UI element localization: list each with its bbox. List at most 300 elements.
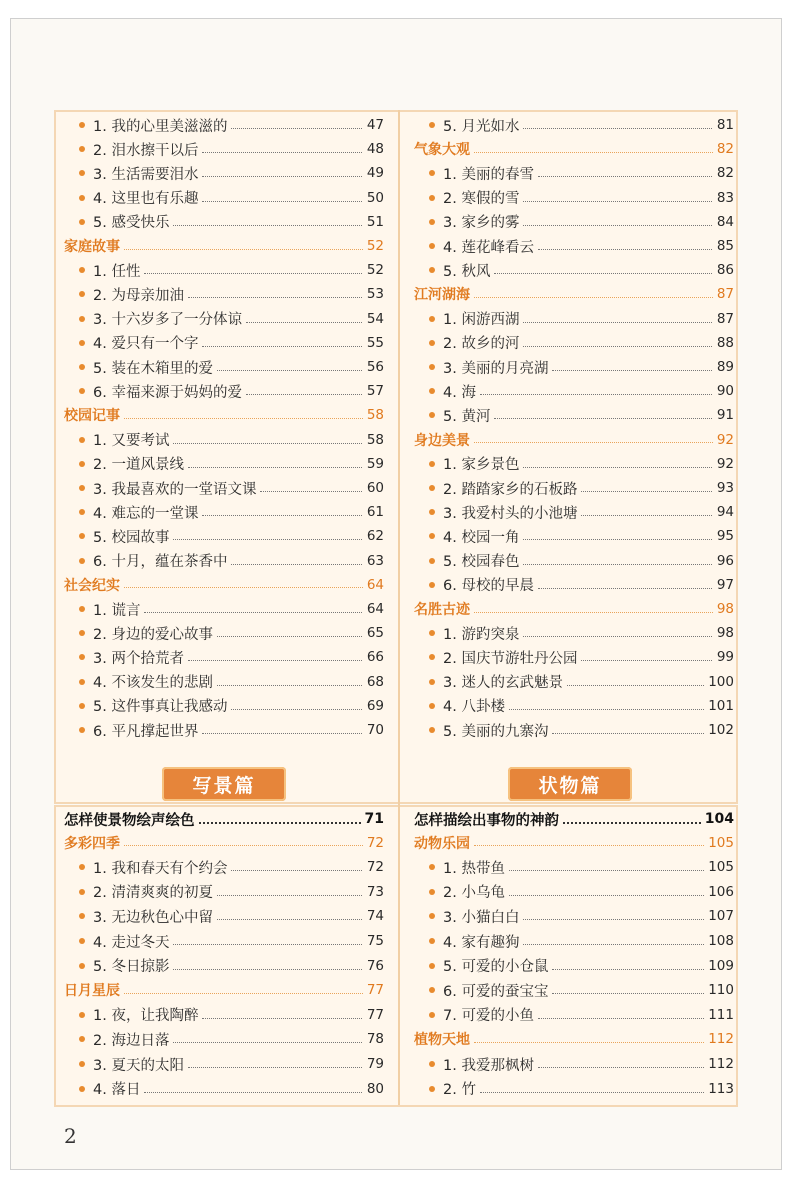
dot-leader xyxy=(188,466,362,468)
toc-title: 1. 家乡景色 xyxy=(443,457,520,474)
bullet-icon xyxy=(79,864,85,870)
toc-section-heading xyxy=(64,806,384,832)
toc-entry xyxy=(414,331,734,355)
toc-title: 植物天地 xyxy=(414,1032,470,1049)
dot-leader xyxy=(144,272,362,274)
toc-page-number: 74 xyxy=(366,908,384,925)
toc-page-number: 63 xyxy=(366,552,384,569)
toc-page-number: 105 xyxy=(708,859,734,876)
bullet-icon xyxy=(79,630,85,636)
dot-leader xyxy=(188,296,362,298)
toc-title: 1. 美丽的春雪 xyxy=(443,166,534,183)
toc-page-number: 59 xyxy=(366,455,384,472)
toc-page-number: 98 xyxy=(716,625,734,642)
dot-leader xyxy=(567,684,704,686)
toc-page-number: 58 xyxy=(366,407,384,424)
dot-leader xyxy=(231,869,362,871)
toc-entry xyxy=(64,428,384,452)
bullet-icon xyxy=(429,630,435,636)
toc-title: 1. 夜，让我陶醉 xyxy=(93,1008,199,1025)
dot-leader xyxy=(538,1066,704,1068)
toc-entry xyxy=(414,524,734,548)
toc-entry xyxy=(64,694,384,718)
toc-page-number: 113 xyxy=(708,1080,734,1097)
toc-title: 5. 校园故事 xyxy=(93,529,170,546)
toc-page-number: 66 xyxy=(366,649,384,666)
dot-leader xyxy=(217,369,362,371)
toc-entry xyxy=(64,718,384,742)
toc-page-number: 112 xyxy=(708,1031,734,1048)
toc-page-number: 88 xyxy=(716,334,734,351)
dot-leader xyxy=(124,418,363,419)
bullet-icon xyxy=(79,219,85,225)
toc-category xyxy=(64,573,384,597)
bullet-icon xyxy=(429,364,435,370)
dot-leader xyxy=(202,732,362,734)
dot-leader xyxy=(231,563,362,565)
toc-page-number: 77 xyxy=(366,1006,384,1023)
toc-title: 5. 冬日掠影 xyxy=(93,959,170,976)
dot-leader xyxy=(552,992,704,994)
toc-title: 3. 生活需要泪水 xyxy=(93,166,199,183)
toc-page-number: 81 xyxy=(716,117,734,133)
toc-page-number: 105 xyxy=(708,834,734,851)
bullet-icon xyxy=(429,654,435,660)
toc-title: 1. 热带鱼 xyxy=(443,860,505,877)
toc-page-number: 82 xyxy=(716,141,734,158)
dot-leader xyxy=(480,393,712,395)
dot-leader xyxy=(202,175,362,177)
dot-leader xyxy=(188,1066,362,1068)
toc-title: 5. 装在木箱里的爱 xyxy=(93,360,213,377)
toc-page-number: 82 xyxy=(716,165,734,182)
dot-leader xyxy=(173,1041,362,1043)
toc-page-number: 101 xyxy=(708,697,734,714)
toc-title: 3. 小猫白白 xyxy=(443,909,520,926)
toc-page-number: 108 xyxy=(708,933,734,949)
toc-page-number: 70 xyxy=(366,722,384,738)
toc-entry xyxy=(64,929,384,953)
toc-category xyxy=(414,831,734,855)
toc-entry xyxy=(414,954,734,978)
toc-entry xyxy=(64,645,384,669)
toc-entry xyxy=(64,307,384,331)
toc-page-number: 97 xyxy=(716,576,734,593)
dot-leader xyxy=(552,968,704,970)
toc-page-number: 69 xyxy=(366,697,384,714)
dot-leader xyxy=(199,822,361,824)
bullet-icon xyxy=(79,679,85,685)
dot-leader xyxy=(563,822,701,824)
toc-entry xyxy=(414,161,734,185)
toc-title: 6. 平凡撑起世界 xyxy=(93,723,199,740)
toc-title: 5. 这件事真让我感动 xyxy=(93,699,228,716)
bullet-icon xyxy=(429,913,435,919)
bullet-icon xyxy=(429,987,435,993)
toc-entry xyxy=(414,549,734,573)
toc-page-number: 51 xyxy=(366,213,384,230)
toc-title: 5. 秋风 xyxy=(443,263,491,280)
toc-entry xyxy=(64,855,384,879)
dot-leader xyxy=(509,869,704,871)
dot-leader xyxy=(523,918,704,920)
dot-leader xyxy=(538,248,712,250)
toc-entry xyxy=(64,186,384,210)
dot-leader xyxy=(552,369,712,371)
toc-category xyxy=(64,234,384,258)
toc-title: 2. 为母亲加油 xyxy=(93,287,184,304)
toc-title: 6. 可爱的蚕宝宝 xyxy=(443,983,549,1000)
bullet-icon xyxy=(79,1036,85,1042)
toc-title: 社会纪实 xyxy=(64,577,120,594)
bullet-icon xyxy=(79,558,85,564)
toc-title: 3. 我最喜欢的一堂语文课 xyxy=(93,481,257,498)
toc-entry xyxy=(414,670,734,694)
bullet-icon xyxy=(79,654,85,660)
toc-title: 1. 闲游西湖 xyxy=(443,312,520,329)
toc-page-number: 61 xyxy=(366,504,384,521)
toc-page-number: 75 xyxy=(366,933,384,949)
toc-title: 多彩四季 xyxy=(64,835,120,852)
toc-title: 4. 莲花峰看云 xyxy=(443,239,534,256)
dot-leader xyxy=(523,200,712,202)
toc-page-number: 90 xyxy=(716,383,734,400)
dot-leader xyxy=(173,968,362,970)
toc-title: 2. 一道风景线 xyxy=(93,457,184,474)
bullet-icon xyxy=(79,364,85,370)
dot-leader xyxy=(202,151,362,153)
toc-entry xyxy=(64,524,384,548)
dot-leader xyxy=(474,152,713,153)
bullet-icon xyxy=(79,703,85,709)
dot-leader xyxy=(474,612,713,613)
toc-entry xyxy=(64,161,384,185)
toc-title: 日月星辰 xyxy=(64,983,120,1000)
toc-title: 4. 海 xyxy=(443,384,476,401)
bullet-icon xyxy=(429,864,435,870)
dot-leader xyxy=(246,321,362,323)
toc-title: 4. 难忘的一堂课 xyxy=(93,505,199,522)
toc-page-number: 91 xyxy=(716,407,734,424)
toc-page-number: 48 xyxy=(366,141,384,158)
toc-entry xyxy=(414,403,734,427)
toc-entry xyxy=(414,694,734,718)
toc-title: 5. 月光如水 xyxy=(443,118,520,135)
toc-title: 2. 踏踏家乡的石板路 xyxy=(443,481,578,498)
bullet-icon xyxy=(79,195,85,201)
dot-leader xyxy=(202,1017,362,1019)
dot-leader xyxy=(260,490,362,492)
toc-entry xyxy=(64,597,384,621)
toc-entry xyxy=(414,500,734,524)
toc-page-number: 110 xyxy=(708,982,734,999)
bullet-icon xyxy=(429,582,435,588)
toc-title: 1. 我爱那枫树 xyxy=(443,1057,534,1074)
bullet-icon xyxy=(429,412,435,418)
dot-leader xyxy=(202,514,362,516)
toc-title: 4. 这里也有乐趣 xyxy=(93,191,199,208)
dot-leader xyxy=(173,442,362,444)
bullet-icon xyxy=(429,267,435,273)
toc-entry xyxy=(64,1003,384,1027)
bullet-icon xyxy=(79,291,85,297)
toc-entry xyxy=(64,331,384,355)
toc-page-number: 76 xyxy=(366,957,384,974)
toc-page-number: 107 xyxy=(708,908,734,925)
bullet-icon xyxy=(429,558,435,564)
toc-page-number: 92 xyxy=(716,431,734,448)
toc-section-heading xyxy=(414,806,734,832)
dot-leader xyxy=(538,1017,704,1019)
bullet-icon xyxy=(79,340,85,346)
toc-entry xyxy=(414,476,734,500)
bullet-icon xyxy=(79,267,85,273)
toc-title: 4. 走过冬天 xyxy=(93,934,170,951)
toc-entry xyxy=(414,645,734,669)
toc-category xyxy=(414,282,734,306)
toc-title: 身边美景 xyxy=(414,432,470,449)
section-banner-objects: 状物篇 xyxy=(508,767,632,801)
dot-leader xyxy=(474,297,713,298)
toc-page-number: 54 xyxy=(366,310,384,327)
bullet-icon xyxy=(79,1012,85,1018)
dot-leader xyxy=(581,490,712,492)
toc-entry xyxy=(64,476,384,500)
dot-leader xyxy=(474,1042,704,1043)
dot-leader xyxy=(124,249,363,250)
toc-page-number: 95 xyxy=(716,528,734,545)
bullet-icon xyxy=(79,388,85,394)
toc-title: 2. 身边的爱心故事 xyxy=(93,626,213,643)
toc-page-number: 52 xyxy=(366,238,384,254)
toc-page-number: 79 xyxy=(366,1056,384,1072)
dot-leader xyxy=(217,635,362,637)
toc-title: 江河湖海 xyxy=(414,287,470,304)
toc-entry xyxy=(64,137,384,161)
toc-title: 3. 我爱村头的小池塘 xyxy=(443,505,578,522)
toc-title: 3. 迷人的玄武魅景 xyxy=(443,675,563,692)
toc-title: 3. 家乡的雾 xyxy=(443,215,520,232)
toc-page-number: 50 xyxy=(366,189,384,206)
dot-leader xyxy=(144,611,362,613)
toc-entry xyxy=(414,210,734,234)
bullet-icon xyxy=(429,1061,435,1067)
dot-leader xyxy=(523,466,712,468)
bullet-icon xyxy=(429,485,435,491)
toc-title: 6. 幸福来源于妈妈的爱 xyxy=(93,384,242,401)
dot-leader xyxy=(173,943,362,945)
dot-leader xyxy=(474,442,713,443)
bullet-icon xyxy=(429,122,435,128)
toc-title: 1. 我和春天有个约会 xyxy=(93,860,228,877)
toc-page-number: 71 xyxy=(364,811,384,827)
bullet-icon xyxy=(429,679,435,685)
bullet-icon xyxy=(429,1086,435,1092)
dot-leader xyxy=(523,345,712,347)
toc-page-number: 92 xyxy=(716,455,734,472)
page-number: 2 xyxy=(64,1124,77,1148)
bullet-icon xyxy=(429,170,435,176)
toc-title: 4. 不该发生的悲剧 xyxy=(93,675,213,692)
toc-entry xyxy=(414,855,734,879)
toc-page-number: 85 xyxy=(716,238,734,254)
toc-page-number: 104 xyxy=(704,811,734,827)
dot-leader xyxy=(581,659,712,661)
toc-entry xyxy=(64,880,384,904)
toc-page-number: 73 xyxy=(366,883,384,900)
toc-entry xyxy=(414,379,734,403)
toc-entry xyxy=(414,978,734,1002)
toc-title: 1. 谎言 xyxy=(93,602,141,619)
toc-title: 2. 国庆节游牡丹公园 xyxy=(443,650,578,667)
bullet-icon xyxy=(79,889,85,895)
toc-page-number: 100 xyxy=(708,673,734,690)
toc-title: 1. 游趵突泉 xyxy=(443,626,520,643)
bullet-icon xyxy=(79,727,85,733)
dot-leader xyxy=(523,563,712,565)
toc-entry xyxy=(64,621,384,645)
toc-title: 6. 十月，蕴在茶香中 xyxy=(93,554,228,571)
toc-entry xyxy=(414,307,734,331)
toc-title: 4. 落日 xyxy=(93,1082,141,1099)
toc-title: 5. 黄河 xyxy=(443,408,491,425)
dot-leader xyxy=(217,894,362,896)
toc-entry xyxy=(414,718,734,742)
toc-title: 2. 小乌龟 xyxy=(443,885,505,902)
toc-page-number: 52 xyxy=(366,262,384,279)
bullet-icon xyxy=(429,316,435,322)
toc-title: 3. 美丽的月亮湖 xyxy=(443,360,549,377)
dot-leader xyxy=(509,894,704,896)
bullet-icon xyxy=(429,388,435,394)
dot-leader xyxy=(144,1091,362,1093)
toc-title: 3. 无边秋色心中留 xyxy=(93,909,213,926)
toc-entry xyxy=(414,258,734,282)
toc-entry xyxy=(414,1003,734,1027)
toc-title: 4. 家有趣狗 xyxy=(443,934,520,951)
bullet-icon xyxy=(429,195,435,201)
bullet-icon xyxy=(79,146,85,152)
toc-page-number: 109 xyxy=(708,957,734,974)
bullet-icon xyxy=(79,963,85,969)
dot-leader xyxy=(124,587,363,588)
toc-entry xyxy=(64,452,384,476)
dot-leader xyxy=(474,845,704,846)
toc-page-number: 49 xyxy=(366,165,384,182)
dot-leader xyxy=(202,345,362,347)
toc-title: 怎样描绘出事物的神韵 xyxy=(414,812,559,829)
toc-entry xyxy=(414,186,734,210)
toc-page-number: 72 xyxy=(366,859,384,876)
bullet-icon xyxy=(79,122,85,128)
toc-title: 5. 可爱的小仓鼠 xyxy=(443,959,549,976)
toc-title: 2. 清清爽爽的初夏 xyxy=(93,885,213,902)
toc-page-number: 57 xyxy=(366,383,384,400)
toc-category xyxy=(414,428,734,452)
toc-page-number: 62 xyxy=(366,528,384,545)
toc-page-number: 98 xyxy=(716,601,734,617)
toc-page-number: 56 xyxy=(366,359,384,375)
toc-page-number: 87 xyxy=(716,286,734,303)
dot-leader xyxy=(231,127,362,129)
bullet-icon xyxy=(79,533,85,539)
bullet-icon xyxy=(429,509,435,515)
dot-leader xyxy=(124,845,363,846)
toc-entry xyxy=(64,1052,384,1076)
toc-entry xyxy=(414,452,734,476)
toc-title: 2. 竹 xyxy=(443,1082,476,1099)
bullet-icon xyxy=(79,1061,85,1067)
toc-page-number: 99 xyxy=(716,649,734,666)
toc-page-number: 106 xyxy=(708,883,734,900)
toc-entry xyxy=(414,1052,734,1076)
bullet-icon xyxy=(429,889,435,895)
toc-page-number: 64 xyxy=(366,601,384,617)
toc-category xyxy=(64,978,384,1002)
bullet-icon xyxy=(79,913,85,919)
toc-entry xyxy=(414,113,734,137)
toc-category xyxy=(414,1027,734,1051)
toc-page-number: 111 xyxy=(708,1006,734,1023)
toc-title: 1. 又要考试 xyxy=(93,433,170,450)
toc-entry xyxy=(414,880,734,904)
toc-category xyxy=(414,137,734,161)
toc-title: 名胜古迹 xyxy=(414,602,470,618)
dot-leader xyxy=(202,200,362,202)
toc-page-number: 55 xyxy=(366,334,384,351)
bullet-icon xyxy=(429,963,435,969)
toc-entry xyxy=(64,210,384,234)
dot-leader xyxy=(494,417,712,419)
bullet-icon xyxy=(429,243,435,249)
toc-title: 1. 我的心里美滋滋的 xyxy=(93,118,228,135)
toc-entry xyxy=(64,1077,384,1101)
toc-page-number: 94 xyxy=(716,504,734,521)
toc-title: 怎样使景物绘声绘色 xyxy=(64,812,195,829)
dot-leader xyxy=(480,1091,704,1093)
toc-entry xyxy=(64,500,384,524)
bullet-icon xyxy=(79,509,85,515)
toc-entry xyxy=(414,573,734,597)
toc-page-number: 87 xyxy=(716,310,734,327)
toc-entry xyxy=(64,904,384,928)
toc-title: 2. 泪水擦干以后 xyxy=(93,142,199,159)
toc-title: 2. 海边日落 xyxy=(93,1032,170,1049)
dot-leader xyxy=(523,943,704,945)
toc-page-number: 53 xyxy=(366,286,384,303)
toc-title: 5. 校园春色 xyxy=(443,554,520,571)
dot-leader xyxy=(523,127,712,129)
toc-title: 校园记事 xyxy=(64,408,120,425)
toc-category xyxy=(64,831,384,855)
toc-entry xyxy=(64,258,384,282)
dot-leader xyxy=(523,538,712,540)
toc-entry xyxy=(64,670,384,694)
dot-leader xyxy=(523,635,712,637)
toc-page-number: 89 xyxy=(716,359,734,375)
bullet-icon xyxy=(429,219,435,225)
toc-title: 3. 夏天的太阳 xyxy=(93,1057,184,1074)
toc-entry xyxy=(64,549,384,573)
dot-leader xyxy=(173,224,362,226)
toc-category xyxy=(64,403,384,427)
toc-title: 3. 两个拾荒者 xyxy=(93,650,184,667)
toc-page-number: 78 xyxy=(366,1031,384,1048)
bullet-icon xyxy=(429,461,435,467)
dot-leader xyxy=(581,514,712,516)
toc-page-number: 84 xyxy=(716,213,734,230)
dot-leader xyxy=(494,272,712,274)
